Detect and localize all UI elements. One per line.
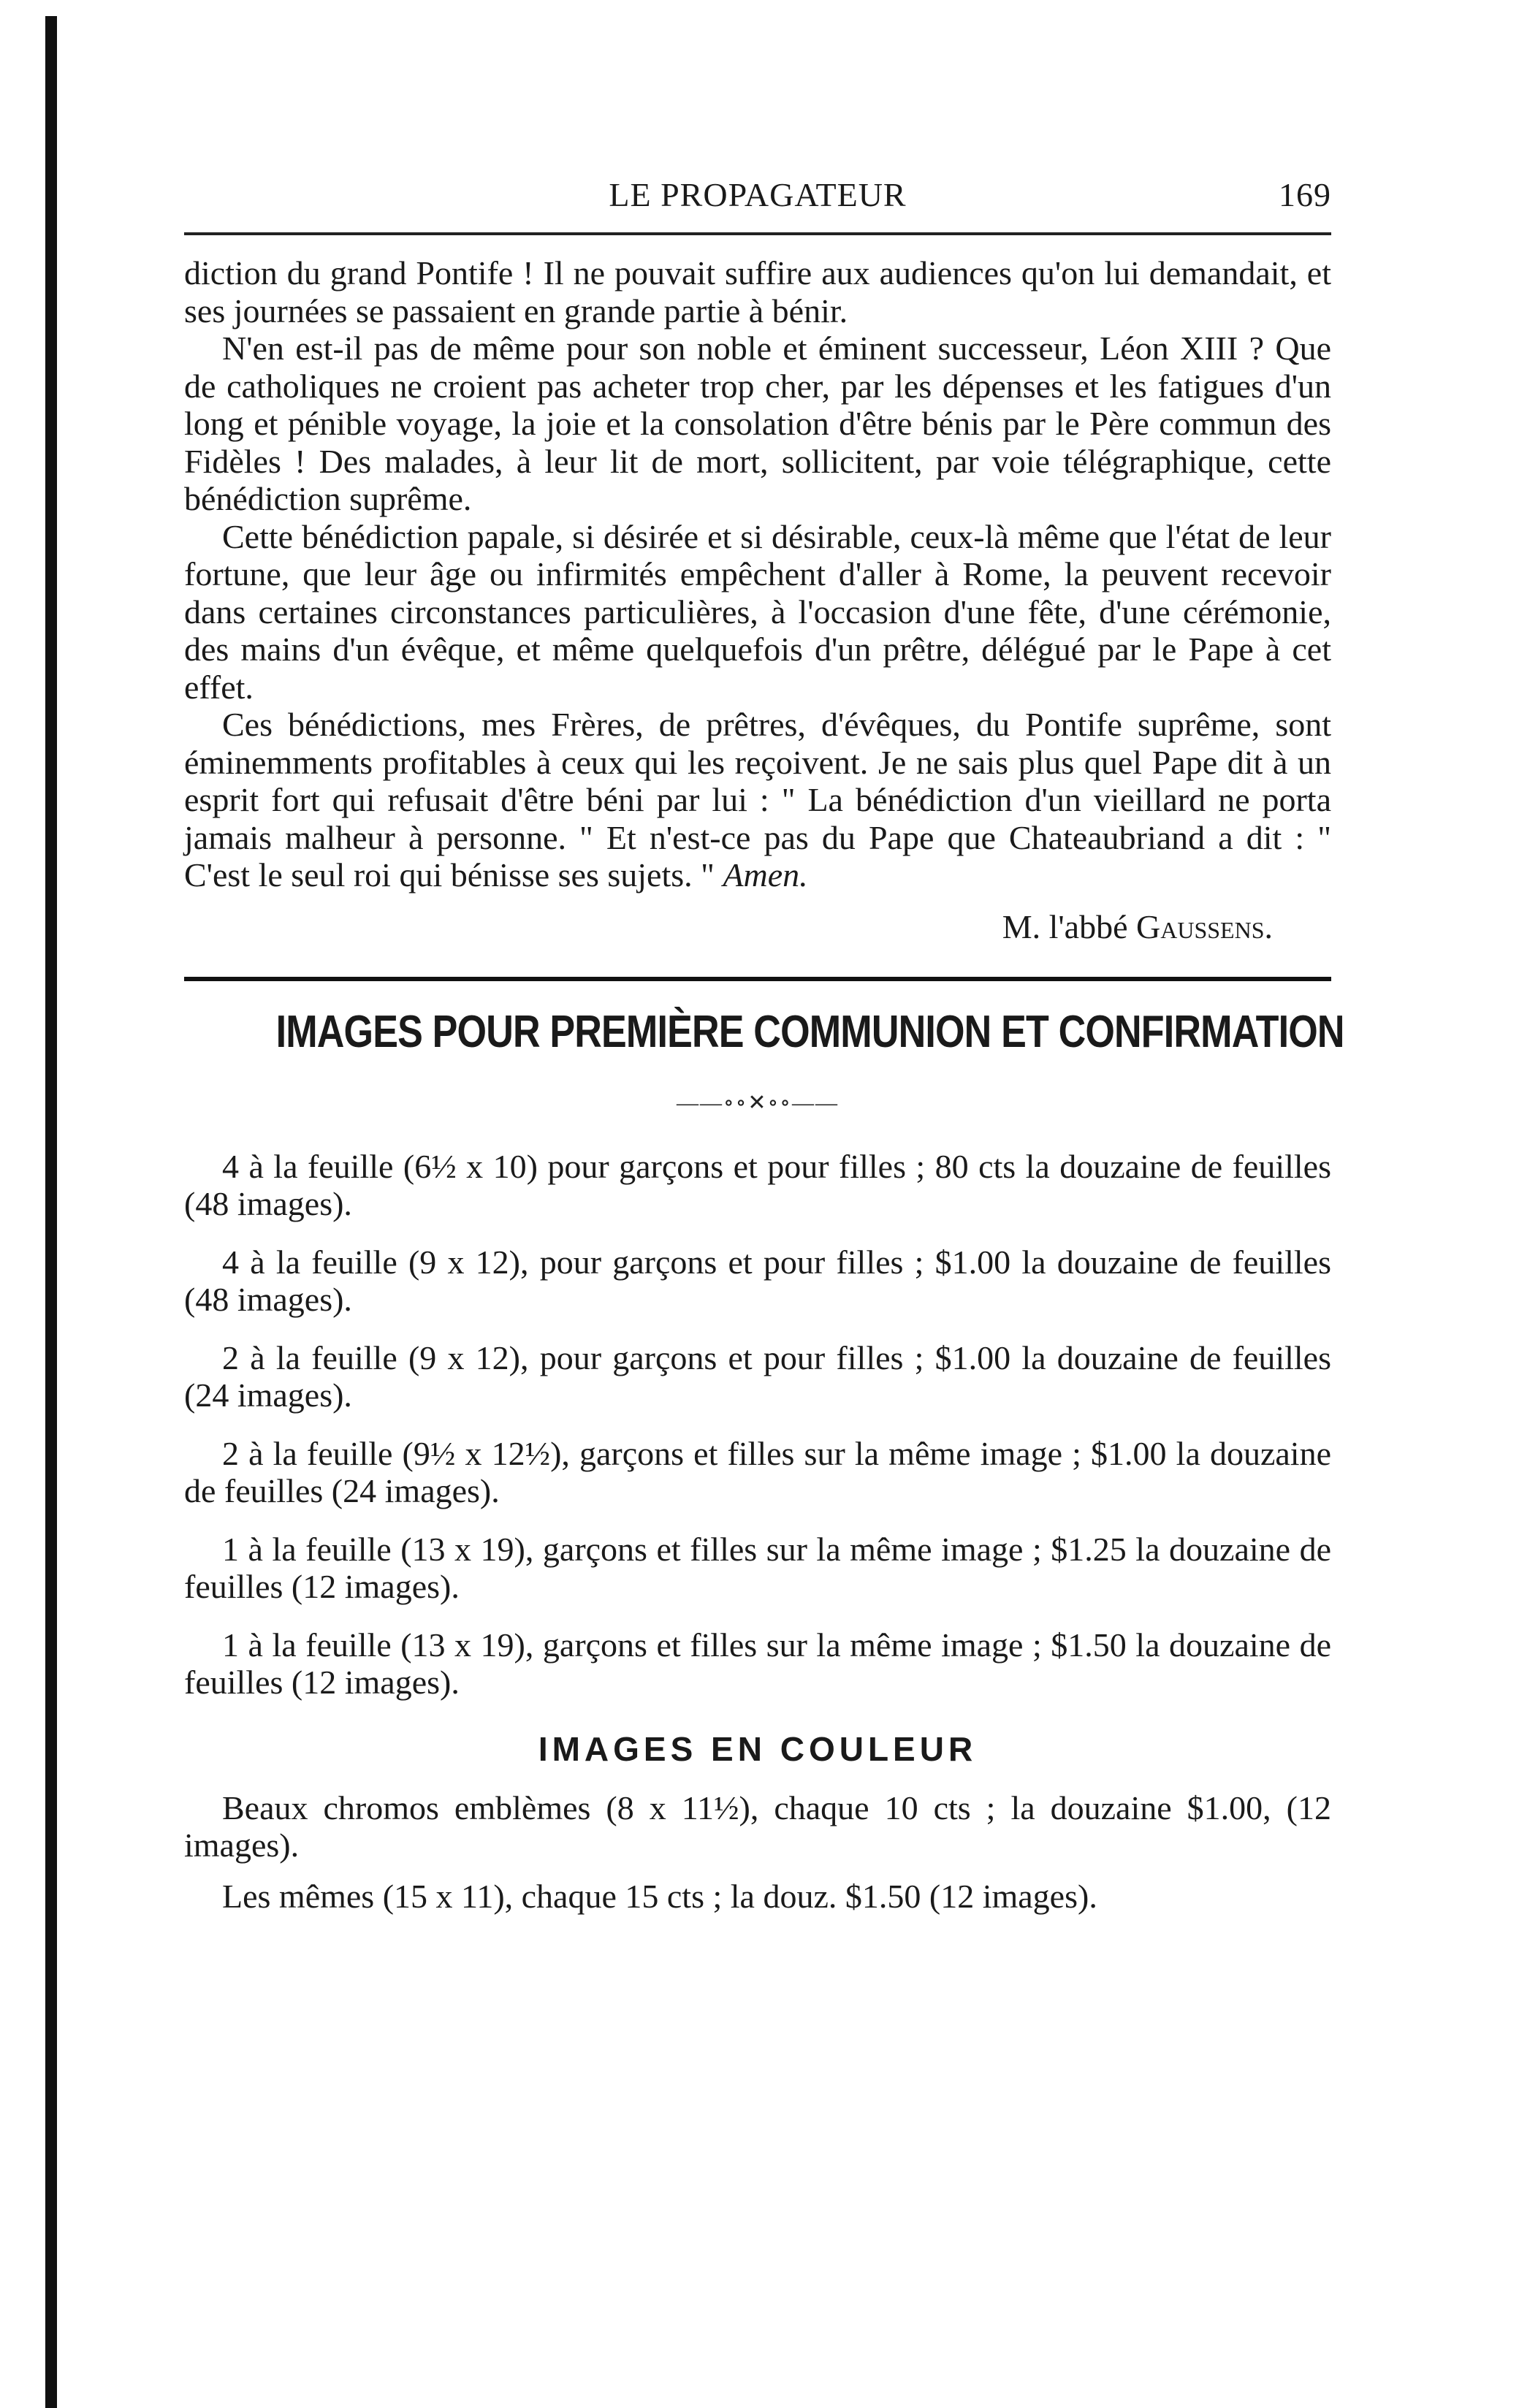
sermon-paragraph-4-text: Ces bénédictions, mes Frères, de prêtres, d'évêques, du Pontife suprême, sont éminemments profitables à ceux qui les reçoivent. Je ne sais plus quel Pape dit à un esprit fort qui refusait d'être béni par lui : " La bénédiction d'un vieillard ne porta jamais malheur à personne. " Et n'est-ce pas du Pape que Chateaubriand a dit : " C'est le seul roi qui bénisse ses sujets. " — [184, 706, 1331, 894]
sermon-paragraph-1: diction du grand Pontife ! Il ne pouvait suffire aux audiences qu'on lui demandait, et ses journées se passaient en grande partie à bénir. — [184, 254, 1331, 329]
section-title: IMAGES POUR PREMIÈRE COMMUNION ET CONFIRMATION — [275, 1006, 1344, 1057]
page-number: 169 — [1279, 176, 1331, 213]
price-item-4: 2 à la feuille (9½ x 12½), garçons et filles sur la même image ; $1.00 la douzaine de feuilles (24 images). — [184, 1434, 1331, 1509]
signature-prefix: M. l'abbé — [1002, 907, 1128, 945]
sermon-paragraph-2: N'en est-il pas de même pour son noble et éminent successeur, Léon XIII ? Que de catholiques ne croient pas acheter trop cher, par les dépenses et les fatigues d'un long et pénible voyage, la joie et la consolation d'être bénis par le Père commun des Fidèles ! Des malades, à leur lit de mort, sollicitent, par voie télégraphique, cette bénédiction suprême. — [184, 329, 1331, 517]
page-content — [184, 175, 1344, 1928]
running-title: LE PROPAGATEUR — [609, 176, 907, 213]
running-header — [184, 175, 1331, 226]
color-item-2: Les mêmes (15 x 11), chaque 15 cts ; la douz. $1.50 (12 images). — [222, 1877, 1097, 1915]
sermon-paragraph-3: Cette bénédiction papale, si désirée et si désirable, ceux-là même que l'état de leur fortune, que leur âge ou infirmités empêchent d'aller à Rome, la peuvent recevoir dans certaines circonstances particulières, à l'occasion d'une fête, d'une cérémonie, des mains d'un évêque, et même quelquefois d'un prêtre, délégué par le Pape à cet effet. — [184, 517, 1331, 706]
sermon-paragraph-4 — [184, 706, 1331, 894]
color-section-title: IMAGES EN COULEUR — [538, 1729, 978, 1768]
price-item-1: 4 à la feuille (6½ x 10) pour garçons et pour filles ; 80 cts la douzaine de feuilles (48 images). — [184, 1147, 1331, 1222]
price-item-5: 1 à la feuille (13 x 19), garçons et filles sur la même image ; $1.25 la douzaine de feuilles (12 images). — [184, 1530, 1331, 1605]
ornament-divider: ——∘∘✕∘∘—— — [677, 1090, 839, 1115]
price-item-3: 2 à la feuille (9 x 12), pour garçons et pour filles ; $1.00 la douzaine de feuilles (24 images). — [184, 1338, 1331, 1414]
price-item-2: 4 à la feuille (9 x 12), pour garçons et pour filles ; $1.00 la douzaine de feuilles (48 images). — [184, 1243, 1331, 1318]
color-item-1: Beaux chromos emblèmes (8 x 11½), chaque 10 cts ; la douzaine $1.00, (12 images). — [184, 1788, 1331, 1864]
color-price-list — [184, 1789, 1331, 1916]
price-list — [184, 1148, 1331, 1702]
signature-name: Gaussens. — [1136, 907, 1273, 945]
page-edge-bar — [45, 16, 57, 2408]
author-signature — [184, 907, 1273, 946]
section-rule — [184, 977, 1331, 981]
header-rule — [184, 232, 1331, 235]
sermon-text — [184, 254, 1331, 894]
amen-word: Amen. — [723, 856, 808, 894]
price-item-6: 1 à la feuille (13 x 19), garçons et filles sur la même image ; $1.50 la douzaine de feuilles (12 images). — [184, 1626, 1331, 1701]
